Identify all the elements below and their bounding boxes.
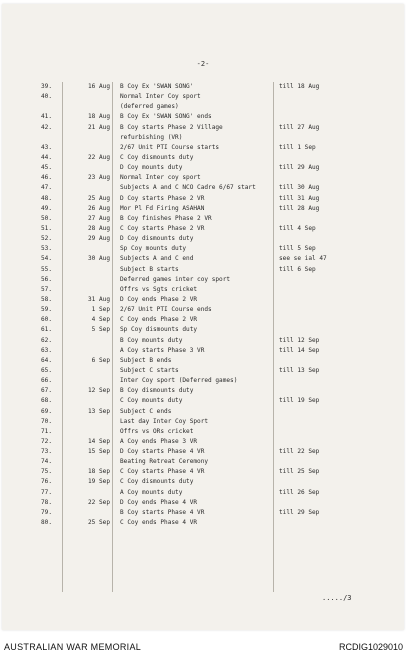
serial-number: 52. [41,235,53,243]
serial-number: 67. [41,387,53,395]
serial-number: 68. [41,397,53,405]
record-reference: RCDIG1029010 [338,642,403,652]
continuation-marker: ...../3 [322,594,352,602]
table-row [2,386,404,396]
row-date: 25 Aug [87,194,110,202]
serial-number: 63. [41,346,53,354]
serial-number: 60. [41,316,53,324]
row-until: till 27 Aug [279,123,320,131]
row-event: Subject C ends [120,407,172,415]
row-event: D Coy mounts duty [120,164,183,172]
serial-number: 40. [41,93,53,101]
row-until: till 25 Sep [279,468,320,476]
row-event: (deferred games) [120,103,179,111]
archive-footer [0,632,407,654]
serial-number: 80. [41,519,53,527]
row-until: till 22 Sep [279,448,320,456]
row-event: Normal Inter Coy sport [120,93,201,101]
table-row [2,102,404,112]
row-date: 23 Aug [87,174,110,182]
table-row [2,437,404,447]
serial-number: 50. [41,214,53,222]
row-event: D Coy starts Phase 2 VR [120,194,205,202]
serial-number: 69. [41,407,53,415]
row-event: C Coy dismounts duty [120,153,194,161]
row-date: 25 Sep [87,519,110,527]
table-row [2,173,404,183]
row-until: till 18 Aug [279,83,320,90]
row-date: 19 Sep [87,478,110,486]
table-row [2,488,404,498]
serial-number: 66. [41,377,53,385]
table-row [2,376,404,386]
row-date: 6 Sep [91,356,110,364]
table-row [2,265,404,275]
table-row [2,457,404,467]
table-row [2,194,404,204]
table-row [2,417,404,427]
row-date: 14 Sep [87,437,110,445]
table-row [2,427,404,437]
serial-number: 70. [41,417,53,425]
table-row [2,356,404,366]
table-row [2,447,404,457]
row-date: 18 Sep [87,468,110,476]
row-until: till 6 Sep [279,265,316,273]
table-row [2,477,404,487]
row-event: A Coy starts Phase 3 VR [120,346,205,354]
table-row [2,254,404,264]
table-row [2,183,404,193]
row-event: Subjects A and C end [120,255,194,263]
row-event: D Coy ends Phase 2 VR [120,295,198,303]
institution-name: AUSTRALIAN WAR MEMORIAL [4,642,142,652]
table-row [2,92,404,102]
row-event: Deferred games inter coy sport [120,275,231,283]
row-date: 18 Aug [87,113,110,121]
table-row [2,396,404,406]
row-event: B Coy Ex 'SWAN SONG' ends [120,113,212,121]
row-event: Sp Coy dismounts duty [120,326,198,334]
row-date: 31 Aug [87,295,110,303]
row-until: see se ial 47 [279,255,327,263]
serial-number: 57. [41,285,53,293]
table-row [2,518,404,528]
table-row [2,214,404,224]
table-row [2,336,404,346]
serial-number: 49. [41,204,53,212]
serial-number: 53. [41,245,53,253]
row-until: till 28 Aug [279,204,320,212]
row-event: refurbishing (VR) [120,133,183,141]
serial-number: 58. [41,295,53,303]
serial-number: 74. [41,458,53,466]
serial-number: 65. [41,366,53,374]
row-date: 15 Sep [87,448,110,456]
row-date: 1 Sep [91,306,110,314]
serial-number: 54. [41,255,53,263]
row-event: C Coy starts Phase 2 VR [120,224,205,232]
serial-number: 55. [41,265,53,273]
row-date: 21 Aug [87,123,110,131]
row-until: till 1 Sep [279,143,316,151]
serial-number: 48. [41,194,53,202]
row-event: A Coy mounts duty [120,488,183,496]
row-event: C Coy ends Phase 2 VR [120,316,198,324]
serial-number: 41. [41,113,53,121]
table-row [2,295,404,305]
table-row [2,82,404,92]
row-date: 26 Aug [87,204,110,212]
serial-number: 75. [41,468,53,476]
table-row [2,285,404,295]
serial-number: 45. [41,164,53,172]
serial-number: 42. [41,123,53,131]
table-row [2,407,404,417]
table-row [2,123,404,133]
row-until: till 29 Sep [279,508,320,516]
serial-number: 44. [41,153,53,161]
page-number: -2- [196,60,210,68]
row-event: 2/67 Unit PTI Course ends [120,306,212,314]
table-row [2,153,404,163]
row-event: B Coy dismounts duty [120,387,194,395]
row-event: D Coy starts Phase 4 VR [120,448,205,456]
row-date: 12 Sep [87,387,110,395]
serial-number: 46. [41,174,53,182]
row-event: Subject B ends [120,356,172,364]
row-date: 13 Sep [87,407,110,415]
serial-number: 39. [41,83,53,90]
serial-number: 73. [41,448,53,456]
row-date: 16 Aug [87,83,110,90]
table-row [2,315,404,325]
serial-number: 71. [41,427,53,435]
row-event: Mor Pl Fd Firing ASAHAN [120,204,205,212]
serial-number: 51. [41,224,53,232]
row-date: 30 Aug [87,255,110,263]
row-event: D Coy dismounts duty [120,235,194,243]
row-date: 22 Aug [87,153,110,161]
row-date: 22 Sep [87,498,110,506]
serial-number: 47. [41,184,53,192]
row-event: Offrs vs ORs cricket [120,427,194,435]
row-event: Last day Inter Coy Sport [120,417,209,425]
row-event: Offrs vs Sgts cricket [120,285,198,293]
row-until: till 30 Aug [279,184,320,192]
row-until: till 26 Sep [279,488,320,496]
table-row [2,163,404,173]
table-row [2,467,404,477]
table-row [2,508,404,518]
row-until: till 5 Sep [279,245,316,253]
row-date: 4 Sep [91,316,110,324]
row-until: till 19 Sep [279,397,320,405]
table-row [2,275,404,285]
serial-number: 64. [41,356,53,364]
row-event: B Coy finishes Phase 2 VR [120,214,212,222]
table-row [2,234,404,244]
row-event: Subject C starts [120,366,179,374]
serial-number: 72. [41,437,53,445]
table-row [2,305,404,315]
row-event: B Coy starts Phase 4 VR [120,508,205,516]
row-event: Beating Retreat Ceremony [120,458,209,466]
serial-number: 62. [41,336,53,344]
row-date: 5 Sep [91,326,110,334]
row-until: till 29 Aug [279,164,320,172]
row-event: Sp Coy mounts duty [120,245,187,253]
row-event: 2/67 Unit PTI Course starts [120,143,220,151]
serial-number: 43. [41,143,53,151]
table-row [2,498,404,508]
row-event: Subject B starts [120,265,179,273]
row-event: B Coy Ex 'SWAN SONG' [120,83,194,90]
serial-number: 56. [41,275,53,283]
row-until: till 13 Sep [279,366,320,374]
row-event: B Coy starts Phase 2 Village [120,123,223,131]
document-page [2,4,404,630]
row-event: Normal Inter coy sport [120,174,201,182]
row-event: C Coy starts Phase 4 VR [120,468,205,476]
row-event: D Coy ends Phase 4 VR [120,498,198,506]
row-date: 29 Aug [87,235,110,243]
row-date: 27 Aug [87,214,110,222]
row-event: Subjects A and C NCO Cadre 6/67 start [120,184,256,192]
row-until: till 14 Sep [279,346,320,354]
serial-number: 78. [41,498,53,506]
row-event: C Coy ends Phase 4 VR [120,519,198,527]
table-row [2,244,404,254]
serial-number: 79. [41,508,53,516]
serial-number: 59. [41,306,53,314]
row-until: till 31 Aug [279,194,320,202]
serial-number: 76. [41,478,53,486]
row-date: 28 Aug [87,224,110,232]
row-event: Inter Coy sport (Deferred games) [120,377,238,385]
table-row [2,143,404,153]
row-event: A Coy ends Phase 3 VR [120,437,198,445]
table-row [2,224,404,234]
table-row [2,112,404,122]
table-row [2,325,404,335]
row-event: C Coy mounts duty [120,397,183,405]
schedule-table [2,82,404,528]
table-row [2,133,404,143]
row-event: C Coy dismounts duty [120,478,194,486]
row-until: till 12 Sep [279,336,320,344]
serial-number: 61. [41,326,53,334]
table-row [2,346,404,356]
table-row [2,204,404,214]
table-row [2,366,404,376]
serial-number: 77. [41,488,53,496]
row-until: till 4 Sep [279,224,316,232]
row-event: B Coy mounts duty [120,336,183,344]
